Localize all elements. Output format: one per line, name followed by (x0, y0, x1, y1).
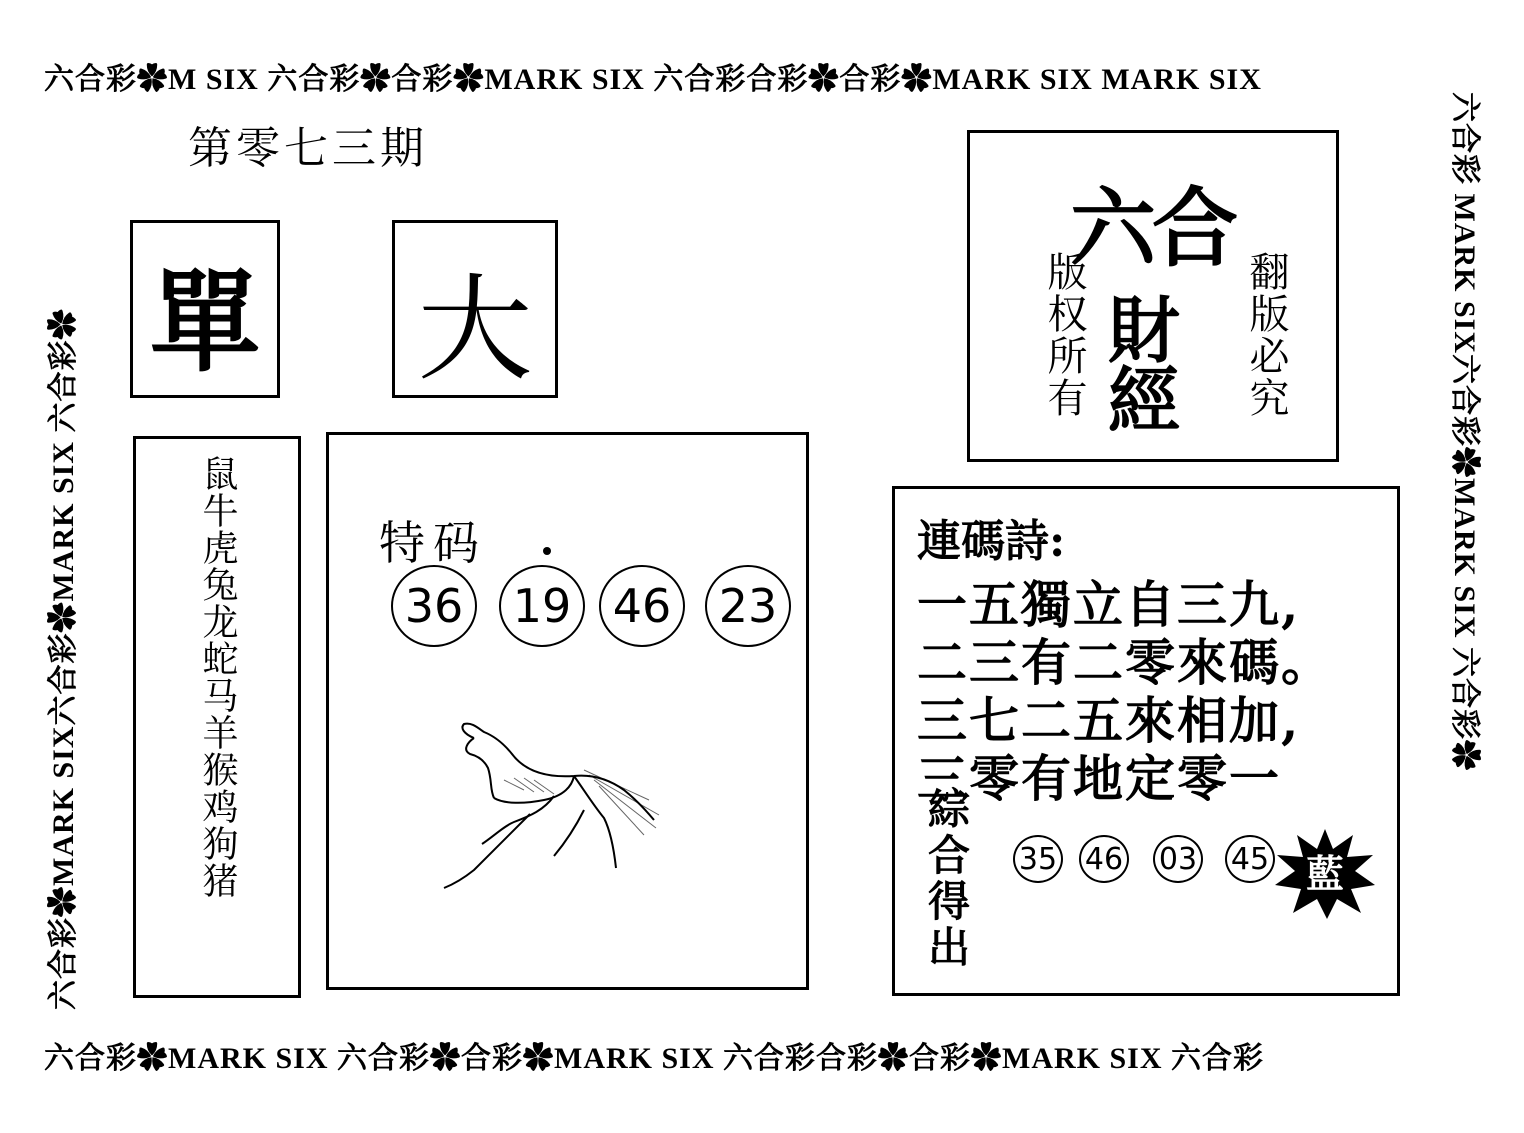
poem-title: 連碼詩: (917, 516, 1066, 567)
poem-number: 03 (1153, 835, 1203, 883)
border-right-text: 六合彩 MARK SIX六合彩✿MARK SIX 六合彩✿ (1448, 92, 1481, 772)
zodiac-box (133, 436, 301, 998)
brand-box (967, 130, 1339, 462)
brand-jing: 經 (1108, 358, 1181, 443)
big-box (392, 220, 558, 398)
poem-number: 35 (1013, 835, 1063, 883)
single-char: 單 (150, 258, 260, 387)
poem-line: 二三有二零來碼。 (917, 633, 1333, 692)
brand-piracy-warning: 翻版必究 (1243, 251, 1289, 419)
brand-copyright: 版权所有 (1041, 251, 1087, 419)
border-bottom-text: 六合彩✿MARK SIX 六合彩✿合彩✿MARK SIX 六合彩合彩✿合彩✿MARK SIX 六合彩 (44, 1042, 1265, 1075)
big-char: 大 (417, 263, 533, 397)
tema-number: 46 (599, 565, 685, 647)
poem-box (892, 486, 1400, 996)
poem-number: 45 (1225, 835, 1275, 883)
poem-line: 三零有地定零一 (917, 749, 1281, 808)
poem-line: 一五獨立自三九, (917, 575, 1301, 634)
tema-number: 36 (391, 565, 477, 647)
tema-label: 特码 (379, 516, 487, 570)
border-left-text: 六合彩✿MARK SIX六合彩✿MARK SIX 六合彩✿ (47, 308, 80, 1010)
zodiac-list: 鼠牛虎兔龙蛇马羊猴鸡狗猪 (197, 455, 238, 899)
blue-badge (1275, 829, 1375, 923)
poem-number: 46 (1079, 835, 1129, 883)
main-box (326, 432, 809, 990)
issue-title: 第零七三期 (188, 123, 428, 174)
brand-cai: 財 (1108, 288, 1181, 373)
border-top-text: 六合彩✿M SIX 六合彩✿合彩✿MARK SIX 六合彩合彩✿合彩✿MARK SIX MARK SIX (44, 63, 1262, 96)
dot-mark (543, 547, 551, 555)
poem-line: 三七二五來相加, (917, 691, 1301, 750)
tema-number: 23 (705, 565, 791, 647)
single-box (130, 220, 280, 398)
horse-icon (434, 720, 664, 890)
brand-liuhe: 六合 (1070, 178, 1234, 279)
tema-number: 19 (499, 565, 585, 647)
poem-footer: 綜合得出 (922, 787, 971, 971)
blue-badge-text: 藍 (1305, 851, 1344, 896)
